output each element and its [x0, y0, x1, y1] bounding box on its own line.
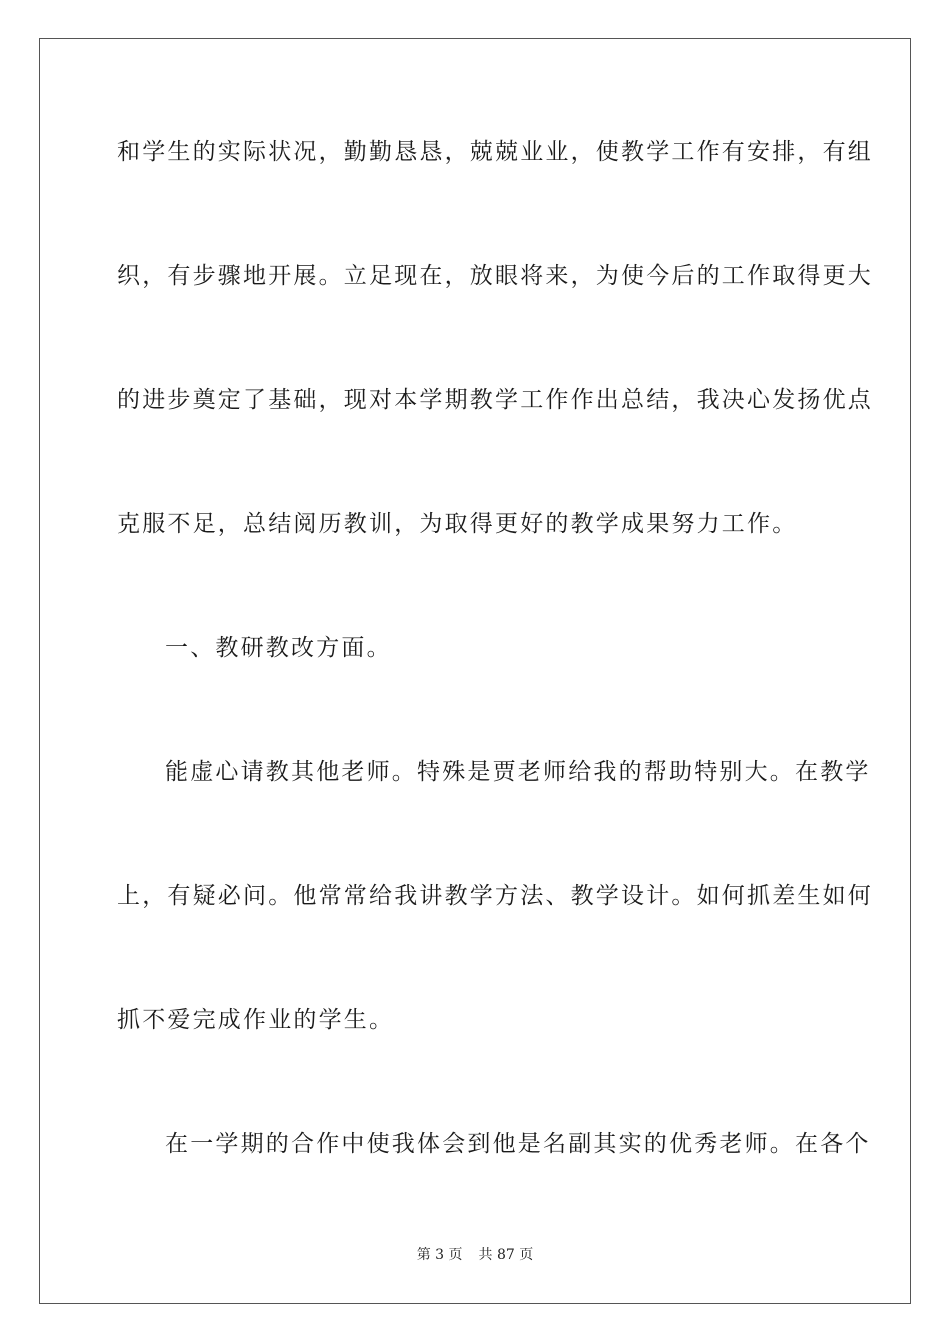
page-border [39, 38, 911, 1304]
body-text-line: 上，有疑必问。他常常给我讲教学方法、教学设计。如何抓差生如何 [117, 883, 873, 909]
total-pages: 共 87 页 [478, 1247, 534, 1263]
page-number: 第 3 页 [416, 1247, 463, 1263]
section-heading: 一、教研教改方面。 [165, 635, 392, 661]
body-text-line: 和学生的实际状况，勤勤恳恳，兢兢业业，使教学工作有安排，有组 [117, 139, 873, 165]
body-text-line: 抓不爱完成作业的学生。 [117, 1007, 395, 1033]
body-text-line: 能虚心请教其他老师。特殊是贾老师给我的帮助特别大。在教学 [165, 759, 871, 785]
body-text-line: 在一学期的合作中使我体会到他是名副其实的优秀老师。在各个 [165, 1131, 871, 1157]
body-text-line: 克服不足，总结阅历教训，为取得更好的教学成果努力工作。 [117, 511, 798, 537]
page-footer [0, 1245, 950, 1265]
body-text-line: 的进步奠定了基础，现对本学期教学工作作出总结，我决心发扬优点 [117, 387, 873, 413]
body-text-line: 织，有步骤地开展。立足现在，放眼将来，为使今后的工作取得更大 [117, 263, 873, 289]
